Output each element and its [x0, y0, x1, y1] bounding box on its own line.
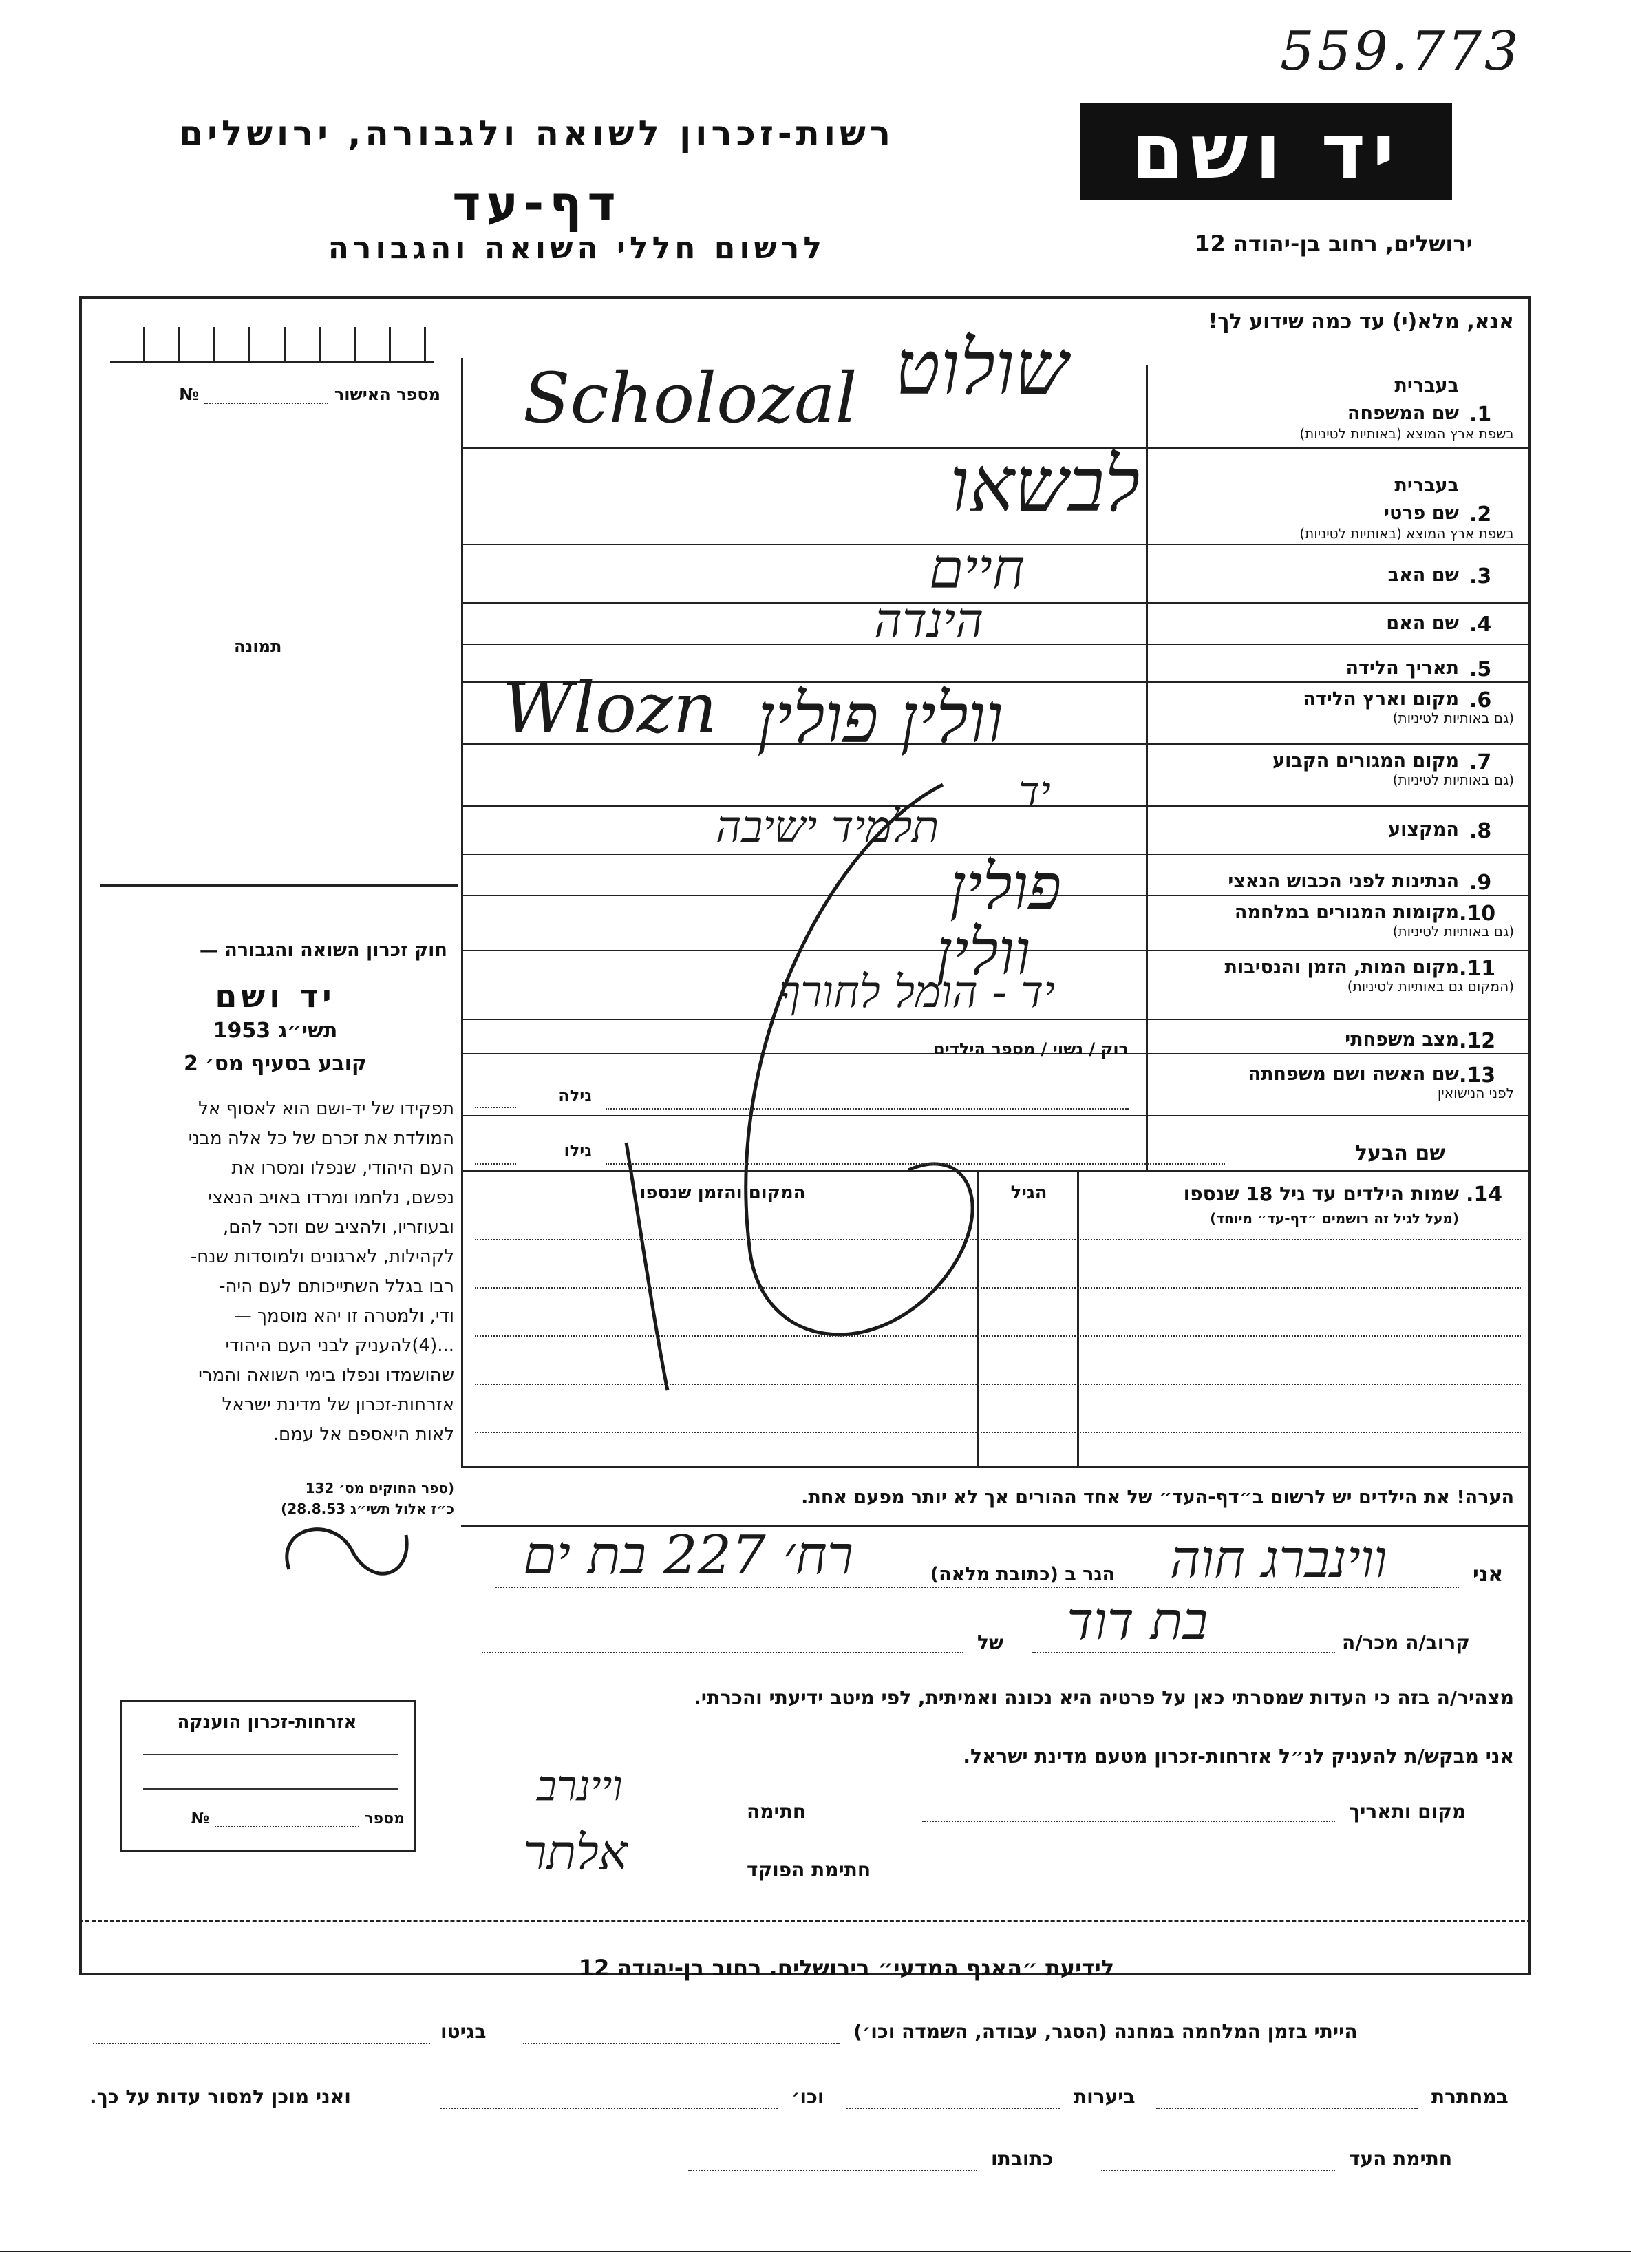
law-text — [96, 1094, 454, 1450]
death-place: יד - הומל לחורף — [778, 967, 1055, 1018]
declarant-name: ווינברג חוה — [1170, 1528, 1387, 1589]
child-row-line — [475, 1335, 1521, 1337]
field-number: 7. — [1469, 750, 1492, 774]
field-sub-label: בשפת ארץ המוצא (באותיות לטיניות) — [1299, 425, 1514, 442]
field-label: מצב משפחתי — [1345, 1029, 1459, 1050]
first-name-hebrew: לבשאו — [950, 441, 1140, 529]
children-place-column: המקום והזמן שנספו — [639, 1183, 806, 1203]
certificate-box — [120, 1700, 416, 1852]
footer-forests-label: ביערות — [1074, 2086, 1136, 2108]
form-subtitle: לרשום חללי השואה והגבורה — [328, 231, 826, 266]
signature-label: חתימה — [747, 1800, 807, 1823]
footer-witness-signature-label: חתימת העד — [1349, 2148, 1453, 2170]
label-column-border — [1146, 365, 1148, 1170]
occupation: תלמיד ישיבה — [716, 802, 939, 853]
field-number: 11. — [1459, 957, 1496, 981]
relation: בת דוד — [1067, 1590, 1208, 1651]
photo-area-bottom — [100, 884, 458, 887]
field-language-label: בעברית — [1394, 375, 1459, 396]
certificate-number-row — [136, 1805, 405, 1827]
father-name: חיים — [929, 537, 1025, 601]
footer-ghetto-label: בגיטו — [440, 2020, 487, 2043]
field-number: 10. — [1459, 902, 1496, 926]
law-reference-2: כ״ז אלול תשי״ג 28.8.53) — [281, 1501, 454, 1517]
child-row-line — [475, 1432, 1521, 1433]
footer-title: לידיעת ״האגף המדעי״ בירושלים. רחוב בן-יהודה 12 — [578, 1955, 1115, 1981]
field-number: 4. — [1469, 613, 1492, 637]
family-name-hebrew: שולוט — [895, 324, 1069, 412]
field-label: תאריך הלידה — [1345, 657, 1459, 679]
declarant-address: רח׳ 227 בת ים — [523, 1525, 854, 1587]
request-text: אני מבקש/ת להעניק לנ״ל אזרחות-זכרון מטעם מדינת ישראל. — [963, 1745, 1514, 1768]
law-reference-1: (ספר החוקים מס׳ 132 — [305, 1480, 454, 1496]
footer-address-label: כתובתו — [991, 2148, 1054, 2170]
field-number: 2. — [1469, 502, 1492, 527]
field-language-label: בעברית — [1394, 475, 1459, 496]
family-name-latin: Scholozal — [523, 358, 857, 438]
yad-vashem-logo — [1080, 103, 1452, 200]
law-year: תשי״ג 1953 — [213, 1019, 338, 1043]
permit-ticks — [110, 327, 434, 363]
child-row-line — [475, 1239, 1521, 1240]
law-text-line: ...(4)להעניק לבני העם היהודי — [225, 1335, 454, 1356]
permit-no: № — [179, 385, 200, 404]
wartime-residence: וולין — [936, 915, 1031, 989]
field-number: 13. — [1459, 1063, 1496, 1088]
field-sub-label: (גם באותיות לטיניות) — [1392, 923, 1514, 940]
footer-etc-label: וכו׳ — [791, 2086, 824, 2108]
authority-name: רשות-זכרון לשואה ולגבורה, ירושלים — [179, 114, 895, 153]
field-label: מקומות המגורים במלחמה — [1234, 902, 1459, 923]
law-clause: קובע בסעיף מס׳ 2 — [183, 1052, 367, 1076]
certificate-title: אזרחות-זכרון הוענקה — [177, 1712, 357, 1732]
field-number: 6. — [1469, 688, 1492, 712]
marital-options: רוק / נשוי / מספר הילדים — [933, 1039, 1129, 1059]
certificate-no: № — [191, 1810, 210, 1827]
place-date-label: מקום ותאריך — [1349, 1800, 1467, 1823]
left-column-border — [461, 358, 463, 1466]
field-label: מקום וארץ הלידה — [1303, 688, 1459, 710]
law-text-line: נפשם, נלחמו ומרדו באויב הנאצי — [208, 1187, 454, 1208]
field-label: המקצוע — [1388, 819, 1459, 840]
field-sub-label: (גם באותיות לטיניות) — [1392, 772, 1514, 788]
law-text-line: המולדת את זכרם של כל אלה מבני — [188, 1128, 454, 1149]
field-row-line — [461, 602, 1531, 604]
field-number: 5. — [1469, 657, 1492, 681]
law-text-line: ודי, ולמטרה זו יהא מוסמך — — [233, 1306, 454, 1326]
children-num: 14. — [1466, 1183, 1503, 1207]
law-text-line: תפקידו של יד-ושם הוא לאסוף אל — [198, 1099, 454, 1119]
field-number: 8. — [1469, 819, 1492, 843]
wife-age-label: גילה — [558, 1086, 592, 1105]
field-number: 3. — [1469, 564, 1492, 589]
address-scribble — [268, 1507, 427, 1604]
field-sub-label: לפני הנישואין — [1437, 1085, 1514, 1101]
children-note: הערה! את הילדים יש לרשום ב״דף-העד״ של אחד ההורים אך לא יותר מפעם אחת. — [801, 1487, 1514, 1508]
child-row-line — [475, 1287, 1521, 1289]
law-title: חוק זכרון השואה והגבורה — — [199, 940, 447, 961]
field-label: שם האם — [1386, 613, 1459, 634]
archive-number: 559.773 — [1280, 21, 1522, 83]
photo-label: תמונה — [234, 637, 282, 656]
children-label: שמות הילדים עד גיל 18 שנספו — [1183, 1183, 1459, 1205]
intro-text: אנא, מלא(י) עד כמה שידוע לך! — [1208, 310, 1514, 334]
law-text-line: לקהילות, לארגונים ולמוסדות שנח- — [190, 1247, 454, 1267]
field-row-line — [461, 644, 1531, 645]
law-text-line: אזרחות-זכרון של מדינת ישראל — [222, 1395, 454, 1415]
mother-name: הינדה — [874, 592, 984, 648]
husband-age-label: גילו — [564, 1141, 592, 1161]
birthplace-latin: Wlozn — [502, 668, 718, 748]
children-age-column: הגיל — [1010, 1183, 1047, 1203]
children-sub: (מעל לגיל זה רושמים ״דף-עד״ מיוחד) — [1210, 1210, 1459, 1227]
field-number: 12. — [1459, 1029, 1496, 1053]
field-sub-label: (גם באותיות לטיניות) — [1392, 710, 1514, 726]
law-text-line: לאות היאספם אל עמם. — [273, 1424, 454, 1445]
official-signature-label: חתימת הפוקד — [747, 1858, 871, 1881]
field-sub-label: בשפת ארץ המוצא (באותיות לטיניות) — [1299, 525, 1514, 542]
permit-label: מספר האישור — [334, 385, 440, 404]
footer-camp-label: הייתי בזמן המלחמה במחנה (הסגר, עבודה, השמדה וכו׳) — [853, 2020, 1358, 2043]
footer-underground-label: במחתרת — [1431, 2086, 1509, 2108]
law-text-line: רבו בגלל השתייכותם לעם היה- — [219, 1276, 454, 1297]
permit-number-row — [103, 382, 440, 404]
header-address: ירושלים, רחוב בן-יהודה 12 — [1195, 231, 1473, 257]
husband-label: שם הבעל — [1354, 1141, 1445, 1165]
field-label: הנתינות לפני הכבוש הנאצי — [1228, 871, 1459, 892]
official-signature: אלתר — [523, 1824, 628, 1880]
field-label: שם האשה ושם משפחתה — [1248, 1063, 1459, 1085]
handwriting-stroke — [585, 757, 1067, 1411]
form-title: דף-עד — [452, 176, 621, 232]
field-number: 1. — [1469, 403, 1492, 427]
residing-label: הגר ב (כתובת מלאה) — [930, 1564, 1115, 1585]
field-number: 9. — [1469, 871, 1492, 895]
of-label: של — [977, 1631, 1004, 1654]
field-label: שם פרטי — [1384, 502, 1459, 524]
law-text-line: העם היהודי, שנפלו ומסרו את — [231, 1158, 454, 1178]
law-text-line: שהושמדו ונפלו בימי השואה והמרי — [198, 1365, 454, 1386]
declarant-i-label: אני — [1473, 1562, 1504, 1587]
declarant-signature: ויינרב — [537, 1762, 623, 1810]
logo-text: יד ושם — [1131, 107, 1402, 195]
field-label: מקום המות, הזמן והנסיבות — [1224, 957, 1459, 978]
field-label: שם האב — [1387, 564, 1459, 586]
birthplace-hebrew: וולין פולין — [757, 678, 1003, 759]
law-name: יד ושם — [215, 977, 336, 1015]
relative-label: קרוב/ה מכר/ה — [1342, 1631, 1470, 1654]
law-text-line: ובעוזריו, ולהציב שם וזכר להם, — [223, 1217, 454, 1238]
residence-hebrew: יד — [1019, 767, 1051, 816]
citizenship: פולין — [950, 850, 1062, 924]
certificate-number-label: מספר — [364, 1810, 405, 1827]
field-label: שם המשפחה — [1347, 403, 1459, 424]
declaration-text: מצהיר/ה בזה כי העדות שמסרתי כאן על פרטיה היא נכונה ואמיתית, לפי מיטב ידיעתי והכרתי. — [694, 1686, 1514, 1709]
field-sub-label: (המקום גם באותיות לטיניות) — [1347, 978, 1514, 995]
field-label: מקום המגורים הקבוע — [1272, 750, 1459, 772]
child-row-line — [475, 1384, 1521, 1385]
footer-testimony-text: ואני מוכן למסור עדות על כך. — [89, 2086, 351, 2108]
